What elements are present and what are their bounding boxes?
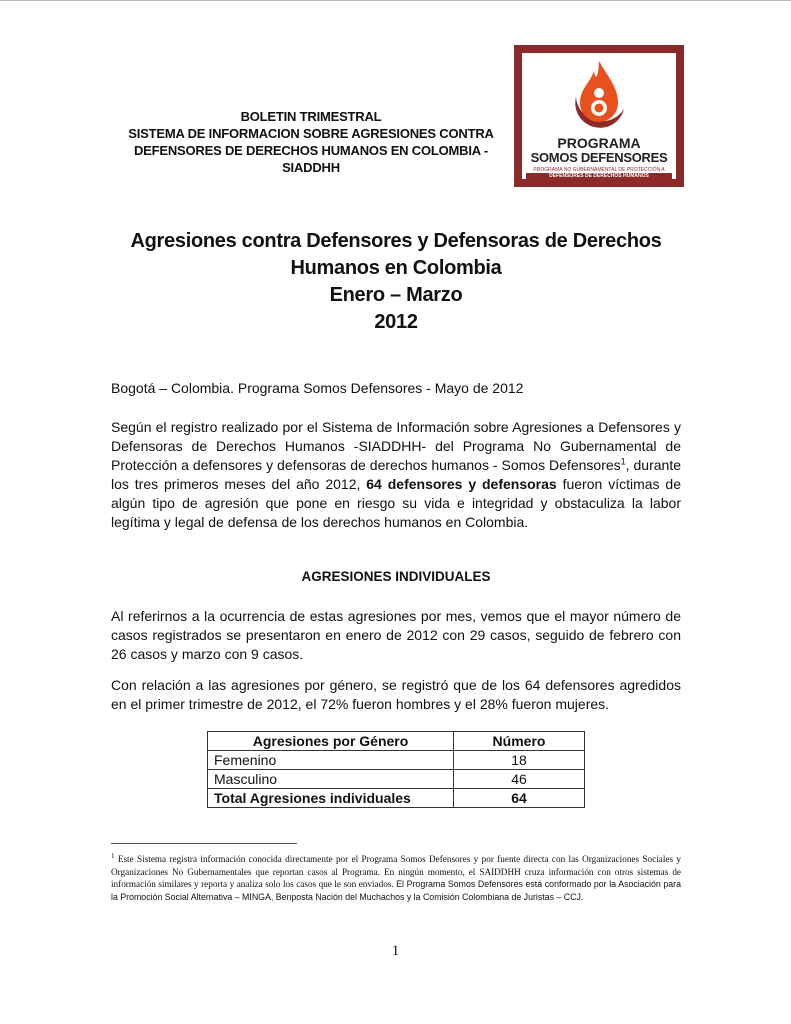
table-header: Número <box>454 732 585 751</box>
header-line: DEFENSORES DE DERECHOS HUMANOS EN COLOMBIA - <box>133 143 489 158</box>
table-cell: Femenino <box>208 751 454 770</box>
logo-title-line2: SOMOS DEFENSORES <box>530 150 668 165</box>
header-line: BOLETIN TRIMESTRAL <box>240 109 382 124</box>
dateline: Bogotá – Colombia. Programa Somos Defensores - Mayo de 2012 <box>111 380 524 396</box>
footnote-reference[interactable]: 1 <box>620 456 626 467</box>
table-row <box>208 770 585 789</box>
section-title: AGRESIONES INDIVIDUALES <box>301 569 491 584</box>
header-line: SISTEMA DE INFORMACION SOBRE AGRESIONES CONTRA <box>128 126 494 141</box>
table-header: Agresiones por Género <box>208 732 454 751</box>
gender-paragraph: Con relación a las agresiones por género, se registró que de los 64 defensores agredidos en el primer trimestre de 2012, el 72% fueron hombres y el 28% fueron mujeres. <box>111 677 681 712</box>
flame-emblem-icon <box>568 57 630 135</box>
bulletin-header <box>110 108 512 176</box>
logo-subtitle-line2: DEFENSORES DE DERECHOS HUMANOS <box>526 173 672 179</box>
intro-text: , durante los tres primeros meses del año 2012, <box>111 457 682 492</box>
title-line: 2012 <box>374 311 418 333</box>
intro-text: fueron víctimas de algún tipo de agresión que pone en riesgo su vida e integridad y obstaculiza la labor legítima y legal de defensa de los derechos humanos en Colombia. <box>111 476 681 530</box>
table-cell: 18 <box>454 751 585 770</box>
title-line: Agresiones contra Defensores y Defensoras de Derechos <box>130 230 662 252</box>
page-top-border <box>0 0 791 1</box>
intro-text: Según el registro realizado por el Sistema de Información sobre Agresiones a Defensores y Defensoras de Derechos Humanos -SIADDHH- del Programa No Gubernamental de Protección a defensores y defensoras de derechos humanos - Somos Defensores <box>111 419 681 473</box>
footnote-text: El Programa Somos Defensores está conformado por la Asociación para la Promoción Social Alternativa – MINGA, Benposta Nación del Muchachos y la Comisión Colombiana de Juristas – CCJ. <box>111 879 681 902</box>
intro-bold-count: 64 defensores y defensoras <box>366 476 557 492</box>
footnote-text: Este Sistema registra información conocida directamente por el Programa Somos Defensores y por fuente directa con las Organizaciones Sociales y Organizaciones No Gubernamentales que reportan casos al Programa. En ningún momento, el SAIDDHH cruza información con otros sistemas de información similares y reporta y analiza solo los casos que le son enviados. <box>111 854 681 890</box>
table-cell: Total Agresiones individuales <box>208 789 454 808</box>
gender-table <box>207 731 585 808</box>
intro-paragraph <box>111 418 681 532</box>
logo-subtitle-line1: PROGRAMA NO GUBERNAMENTAL DE PROTECCIÓN A <box>533 167 665 173</box>
footnote-separator <box>111 843 297 844</box>
title-line: Enero – Marzo <box>329 284 463 306</box>
table-row <box>208 751 585 770</box>
somos-defensores-logo <box>514 45 684 187</box>
header-line: SIADDHH <box>282 160 340 175</box>
page-number: 1 <box>391 943 400 959</box>
footnote <box>111 853 681 903</box>
document-title <box>100 228 692 336</box>
monthly-paragraph: Al referirnos a la ocurrencia de estas agresiones por mes, vemos que el mayor número de casos registrados se presentaron en enero de 2012 con 29 casos, seguido de febrero con 26 casos y marzo con 9 casos. <box>111 608 681 662</box>
footnote-mark: 1 <box>111 851 115 860</box>
table-cell: 64 <box>454 789 585 808</box>
table-cell: 46 <box>454 770 585 789</box>
table-header-row <box>208 732 585 751</box>
title-line: Humanos en Colombia <box>290 257 502 279</box>
table-total-row <box>208 789 585 808</box>
table-cell: Masculino <box>208 770 454 789</box>
logo-title-line1: PROGRAMA <box>557 135 641 151</box>
